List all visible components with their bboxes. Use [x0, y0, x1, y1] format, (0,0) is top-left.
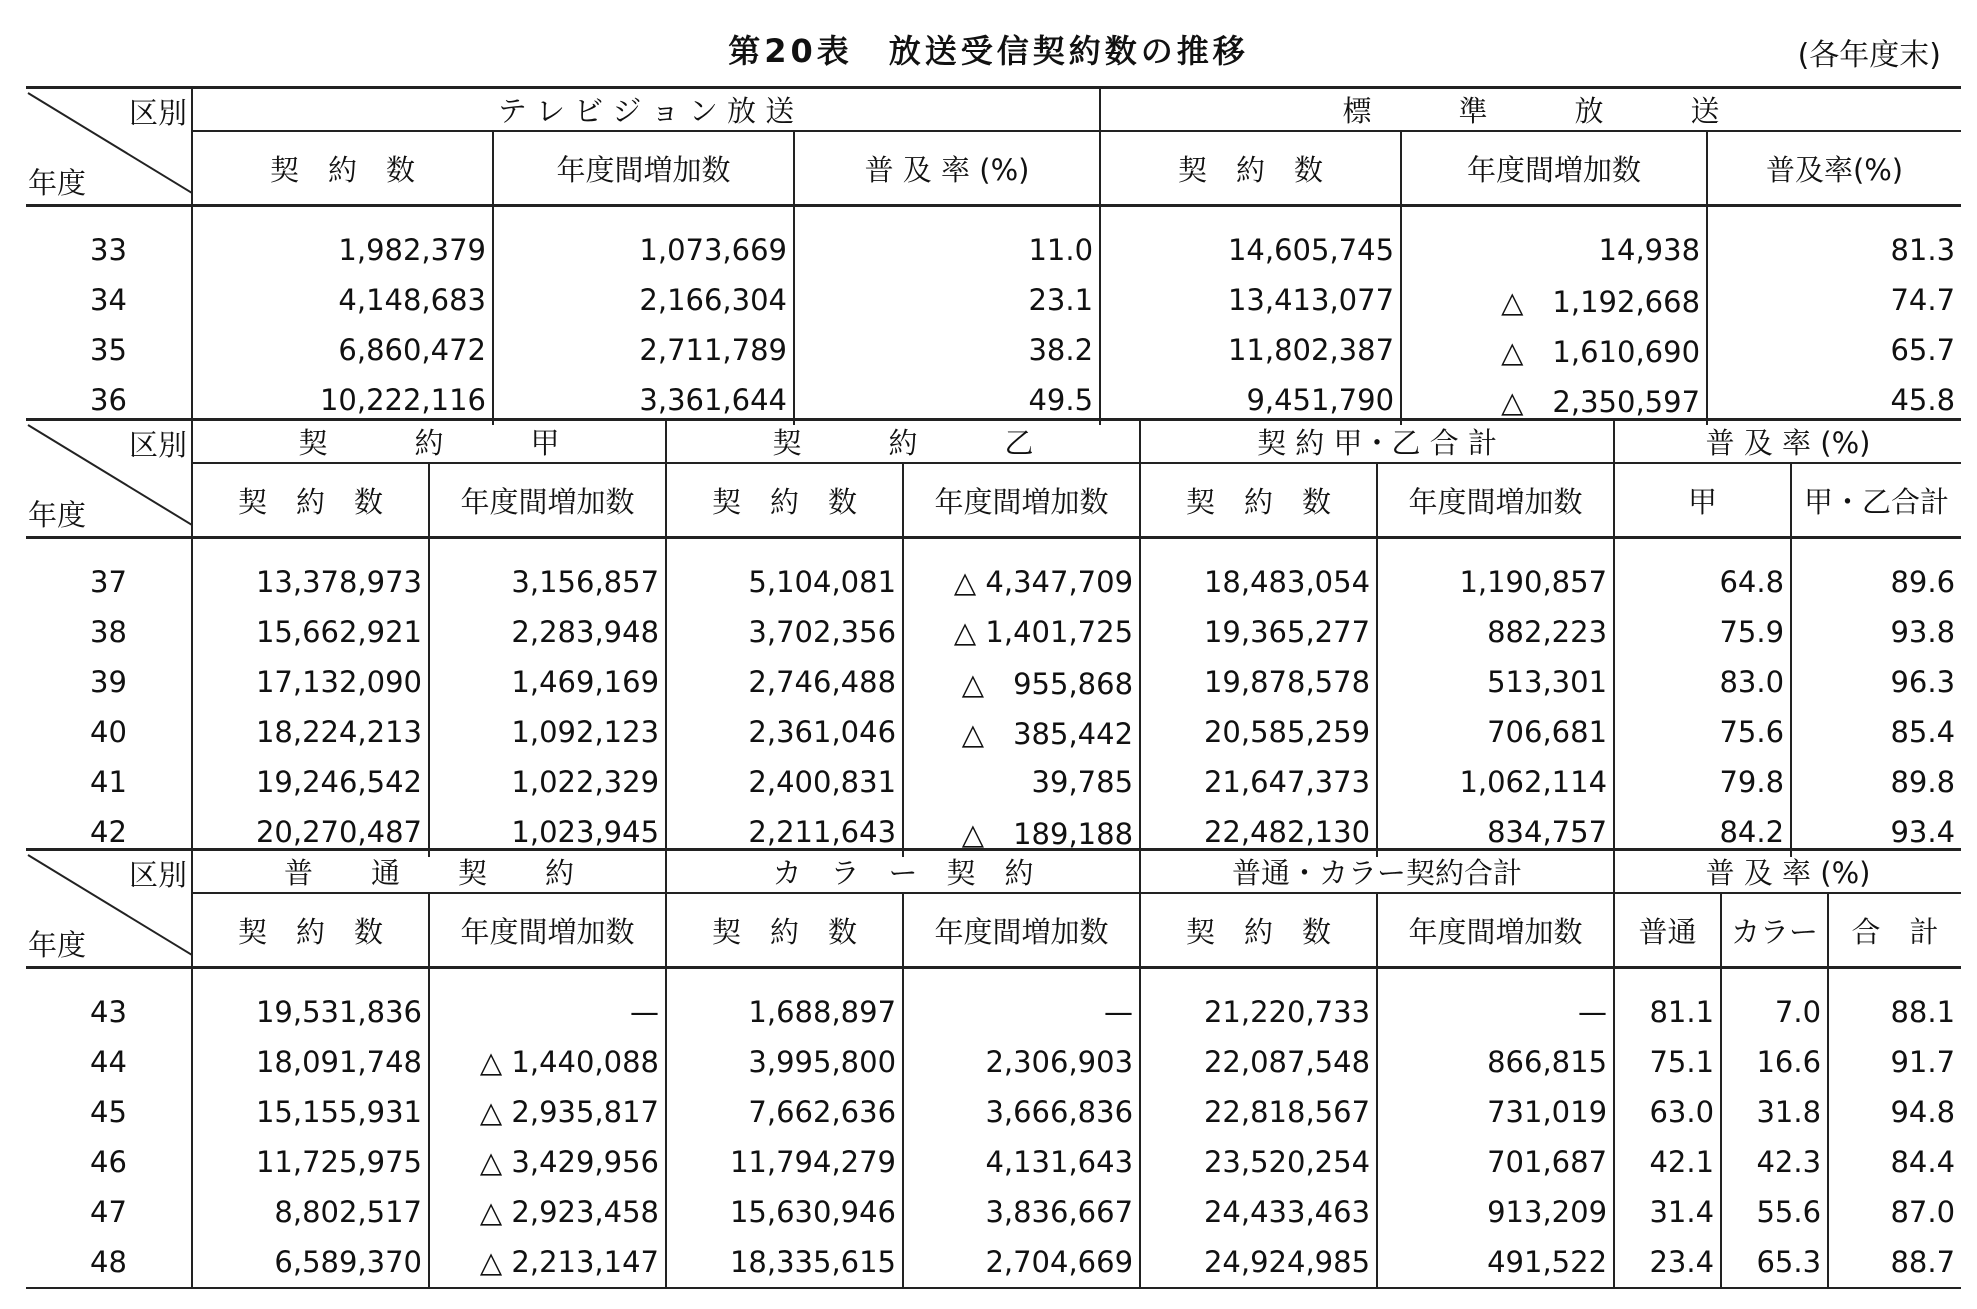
- value-cell: 87.0: [1828, 1187, 1961, 1237]
- value-cell: △ 1,401,725: [903, 607, 1140, 657]
- value-cell: 19,531,836: [192, 968, 429, 1038]
- table-row: [26, 1037, 1961, 1087]
- table-row: [26, 757, 1961, 807]
- value-cell: 15,155,931: [192, 1087, 429, 1137]
- year-cell: 33: [90, 233, 127, 267]
- value-cell: 81.3: [1707, 206, 1961, 276]
- value-cell: △ 1,610,690: [1401, 325, 1707, 375]
- year-cell: 39: [90, 665, 127, 699]
- value-cell: 834,757: [1377, 807, 1614, 857]
- value-cell: 79.8: [1614, 757, 1791, 807]
- table-row: [26, 1237, 1961, 1288]
- value-cell: 3,995,800: [666, 1037, 903, 1087]
- value-cell: 15,662,921: [192, 607, 429, 657]
- column-header: カラー: [1721, 893, 1828, 968]
- value-cell: 4,148,683: [192, 275, 493, 325]
- column-header: 契 約 数: [192, 893, 429, 968]
- section-1-table: [26, 86, 1961, 425]
- value-cell: 1,190,857: [1377, 538, 1614, 608]
- value-cell: 11,725,975: [192, 1137, 429, 1187]
- value-cell: 913,209: [1377, 1187, 1614, 1237]
- value-cell: 491,522: [1377, 1237, 1614, 1288]
- corner-bottom-label: 年度: [28, 166, 87, 200]
- value-cell: 3,836,667: [903, 1187, 1140, 1237]
- column-header: 契 約 数: [1100, 131, 1401, 206]
- table-row: [26, 968, 1961, 1038]
- year-cell: 45: [90, 1095, 127, 1129]
- table-note: (各年度末): [1797, 38, 1941, 73]
- table-row: [26, 657, 1961, 707]
- value-cell: 45.8: [1707, 375, 1961, 425]
- column-header: 年度間増加数: [1377, 893, 1614, 968]
- value-cell: 882,223: [1377, 607, 1614, 657]
- column-header: 年度間増加数: [429, 893, 666, 968]
- value-cell: 23.4: [1614, 1237, 1721, 1288]
- value-cell: △ 385,442: [903, 707, 1140, 757]
- column-header: 甲・乙合計: [1791, 463, 1961, 538]
- value-cell: 22,087,548: [1140, 1037, 1377, 1087]
- value-cell: 75.9: [1614, 607, 1791, 657]
- value-cell: △ 1,440,088: [429, 1037, 666, 1087]
- corner-bottom-label: 年度: [28, 498, 87, 532]
- value-cell: 5,104,081: [666, 538, 903, 608]
- corner-top-label: 区別: [128, 858, 187, 892]
- table-row: [26, 1187, 1961, 1237]
- column-header: 契 約 数: [666, 463, 903, 538]
- value-cell: 14,938: [1401, 206, 1707, 276]
- value-cell: 2,283,948: [429, 607, 666, 657]
- group-header: 普通・カラー契約合計: [1140, 850, 1614, 894]
- value-cell: 8,802,517: [192, 1187, 429, 1237]
- year-cell: 47: [90, 1195, 127, 1229]
- value-cell: 38.2: [794, 325, 1100, 375]
- value-cell: 75.6: [1614, 707, 1791, 757]
- corner-bottom-label: 年度: [28, 928, 87, 962]
- value-cell: 18,224,213: [192, 707, 429, 757]
- value-cell: △ 4,347,709: [903, 538, 1140, 608]
- value-cell: △ 2,213,147: [429, 1237, 666, 1288]
- value-cell: 84.2: [1614, 807, 1791, 857]
- value-cell: 18,091,748: [192, 1037, 429, 1087]
- value-cell: 74.7: [1707, 275, 1961, 325]
- value-cell: 55.6: [1721, 1187, 1828, 1237]
- value-cell: 42.3: [1721, 1137, 1828, 1187]
- section-2-table: [26, 418, 1961, 857]
- value-cell: 11,794,279: [666, 1137, 903, 1187]
- year-cell: 35: [90, 333, 127, 367]
- value-cell: 1,982,379: [192, 206, 493, 276]
- value-cell: 18,483,054: [1140, 538, 1377, 608]
- table-row: [26, 206, 1961, 276]
- column-header: 契 約 数: [1140, 893, 1377, 968]
- value-cell: 2,400,831: [666, 757, 903, 807]
- value-cell: 15,630,946: [666, 1187, 903, 1237]
- value-cell: 65.3: [1721, 1237, 1828, 1288]
- value-cell: 21,647,373: [1140, 757, 1377, 807]
- corner-top-label: 区別: [128, 428, 187, 462]
- value-cell: 866,815: [1377, 1037, 1614, 1087]
- value-cell: 11,802,387: [1100, 325, 1401, 375]
- group-header: 契 約 乙: [666, 420, 1140, 464]
- value-cell: 2,704,669: [903, 1237, 1140, 1288]
- group-header: カ ラ ー 契 約: [666, 850, 1140, 894]
- value-cell: 84.4: [1828, 1137, 1961, 1187]
- group-header: 普 通 契 約: [192, 850, 666, 894]
- value-cell: 14,605,745: [1100, 206, 1401, 276]
- value-cell: 89.6: [1791, 538, 1961, 608]
- group-header: 普 及 率 (%): [1614, 420, 1961, 464]
- column-header: 合 計: [1828, 893, 1961, 968]
- value-cell: 89.8: [1791, 757, 1961, 807]
- group-header: 標 準 放 送: [1100, 88, 1961, 132]
- group-header: 契 約 甲: [192, 420, 666, 464]
- column-header: 年度間増加数: [903, 463, 1140, 538]
- value-cell: —: [903, 968, 1140, 1038]
- value-cell: 2,211,643: [666, 807, 903, 857]
- column-header: 契 約 数: [192, 463, 429, 538]
- value-cell: 1,023,945: [429, 807, 666, 857]
- year-cell: 40: [90, 715, 127, 749]
- group-header: 普 及 率 (%): [1614, 850, 1961, 894]
- value-cell: 1,092,123: [429, 707, 666, 757]
- year-cell: 34: [90, 283, 127, 317]
- value-cell: 63.0: [1614, 1087, 1721, 1137]
- value-cell: △ 2,935,817: [429, 1087, 666, 1137]
- value-cell: △ 3,429,956: [429, 1137, 666, 1187]
- year-cell: 42: [90, 815, 127, 849]
- value-cell: 31.8: [1721, 1087, 1828, 1137]
- table-row: [26, 1087, 1961, 1137]
- column-header: 年度間増加数: [1401, 131, 1707, 206]
- value-cell: △ 955,868: [903, 657, 1140, 707]
- value-cell: 81.1: [1614, 968, 1721, 1038]
- value-cell: 13,378,973: [192, 538, 429, 608]
- corner-header: [26, 850, 192, 968]
- value-cell: 13,413,077: [1100, 275, 1401, 325]
- value-cell: 2,746,488: [666, 657, 903, 707]
- value-cell: 7.0: [1721, 968, 1828, 1038]
- value-cell: 96.3: [1791, 657, 1961, 707]
- value-cell: 513,301: [1377, 657, 1614, 707]
- value-cell: 18,335,615: [666, 1237, 903, 1288]
- column-header: 普通: [1614, 893, 1721, 968]
- value-cell: 21,220,733: [1140, 968, 1377, 1038]
- value-cell: 22,818,567: [1140, 1087, 1377, 1137]
- section-3-table: [26, 848, 1961, 1289]
- value-cell: △ 2,923,458: [429, 1187, 666, 1237]
- table-row: [26, 1137, 1961, 1187]
- table-title: 第20表 放送受信契約数の推移: [728, 32, 1249, 70]
- value-cell: 75.1: [1614, 1037, 1721, 1087]
- value-cell: △ 1,192,668: [1401, 275, 1707, 325]
- value-cell: 20,270,487: [192, 807, 429, 857]
- value-cell: 1,688,897: [666, 968, 903, 1038]
- table-row: [26, 325, 1961, 375]
- column-header: 契 約 数: [1140, 463, 1377, 538]
- value-cell: 11.0: [794, 206, 1100, 276]
- corner-header: [26, 88, 192, 206]
- value-cell: 23.1: [794, 275, 1100, 325]
- value-cell: 88.7: [1828, 1237, 1961, 1288]
- value-cell: 19,365,277: [1140, 607, 1377, 657]
- value-cell: 91.7: [1828, 1037, 1961, 1087]
- value-cell: 2,306,903: [903, 1037, 1140, 1087]
- column-header: 年度間増加数: [903, 893, 1140, 968]
- value-cell: 42.1: [1614, 1137, 1721, 1187]
- year-cell: 38: [90, 615, 127, 649]
- value-cell: 731,019: [1377, 1087, 1614, 1137]
- value-cell: 94.8: [1828, 1087, 1961, 1137]
- column-header: 普 及 率 (%): [794, 131, 1100, 206]
- year-cell: 37: [90, 565, 127, 599]
- corner-top-label: 区別: [128, 96, 187, 130]
- year-cell: 36: [90, 383, 127, 417]
- value-cell: 65.7: [1707, 325, 1961, 375]
- value-cell: 1,073,669: [493, 206, 794, 276]
- value-cell: △ 189,188: [903, 807, 1140, 857]
- value-cell: 31.4: [1614, 1187, 1721, 1237]
- value-cell: 88.1: [1828, 968, 1961, 1038]
- table-row: [26, 275, 1961, 325]
- value-cell: 19,878,578: [1140, 657, 1377, 707]
- column-header: 年度間増加数: [1377, 463, 1614, 538]
- value-cell: 24,433,463: [1140, 1187, 1377, 1237]
- value-cell: 83.0: [1614, 657, 1791, 707]
- column-header: 普及率(%): [1707, 131, 1961, 206]
- column-header: 甲: [1614, 463, 1791, 538]
- column-header: 契 約 数: [192, 131, 493, 206]
- value-cell: —: [429, 968, 666, 1038]
- value-cell: 3,361,644: [493, 375, 794, 425]
- year-cell: 46: [90, 1145, 127, 1179]
- value-cell: 6,589,370: [192, 1237, 429, 1288]
- table-row: [26, 538, 1961, 608]
- value-cell: 24,924,985: [1140, 1237, 1377, 1288]
- value-cell: 4,131,643: [903, 1137, 1140, 1187]
- value-cell: 22,482,130: [1140, 807, 1377, 857]
- value-cell: 3,156,857: [429, 538, 666, 608]
- column-header: 年度間増加数: [429, 463, 666, 538]
- group-header: テ レ ビ ジ ョ ン 放 送: [192, 88, 1100, 132]
- column-header: 年度間増加数: [493, 131, 794, 206]
- value-cell: 93.8: [1791, 607, 1961, 657]
- value-cell: 2,711,789: [493, 325, 794, 375]
- value-cell: 49.5: [794, 375, 1100, 425]
- value-cell: 706,681: [1377, 707, 1614, 757]
- value-cell: —: [1377, 968, 1614, 1038]
- group-header: 契 約 甲・乙 合 計: [1140, 420, 1614, 464]
- value-cell: 64.8: [1614, 538, 1791, 608]
- value-cell: △ 2,350,597: [1401, 375, 1707, 425]
- value-cell: 20,585,259: [1140, 707, 1377, 757]
- table-row: [26, 707, 1961, 757]
- value-cell: 10,222,116: [192, 375, 493, 425]
- year-cell: 41: [90, 765, 127, 799]
- column-header: 契 約 数: [666, 893, 903, 968]
- value-cell: 2,361,046: [666, 707, 903, 757]
- value-cell: 1,022,329: [429, 757, 666, 807]
- year-cell: 43: [90, 995, 127, 1029]
- year-cell: 44: [90, 1045, 127, 1079]
- value-cell: 1,469,169: [429, 657, 666, 707]
- value-cell: 39,785: [903, 757, 1140, 807]
- value-cell: 93.4: [1791, 807, 1961, 857]
- value-cell: 701,687: [1377, 1137, 1614, 1187]
- value-cell: 17,132,090: [192, 657, 429, 707]
- value-cell: 3,702,356: [666, 607, 903, 657]
- value-cell: 7,662,636: [666, 1087, 903, 1137]
- value-cell: 9,451,790: [1100, 375, 1401, 425]
- corner-header: [26, 420, 192, 538]
- value-cell: 1,062,114: [1377, 757, 1614, 807]
- value-cell: 23,520,254: [1140, 1137, 1377, 1187]
- value-cell: 6,860,472: [192, 325, 493, 375]
- value-cell: 3,666,836: [903, 1087, 1140, 1137]
- table-row: [26, 607, 1961, 657]
- year-cell: 48: [90, 1245, 127, 1279]
- value-cell: 16.6: [1721, 1037, 1828, 1087]
- value-cell: 19,246,542: [192, 757, 429, 807]
- value-cell: 2,166,304: [493, 275, 794, 325]
- value-cell: 85.4: [1791, 707, 1961, 757]
